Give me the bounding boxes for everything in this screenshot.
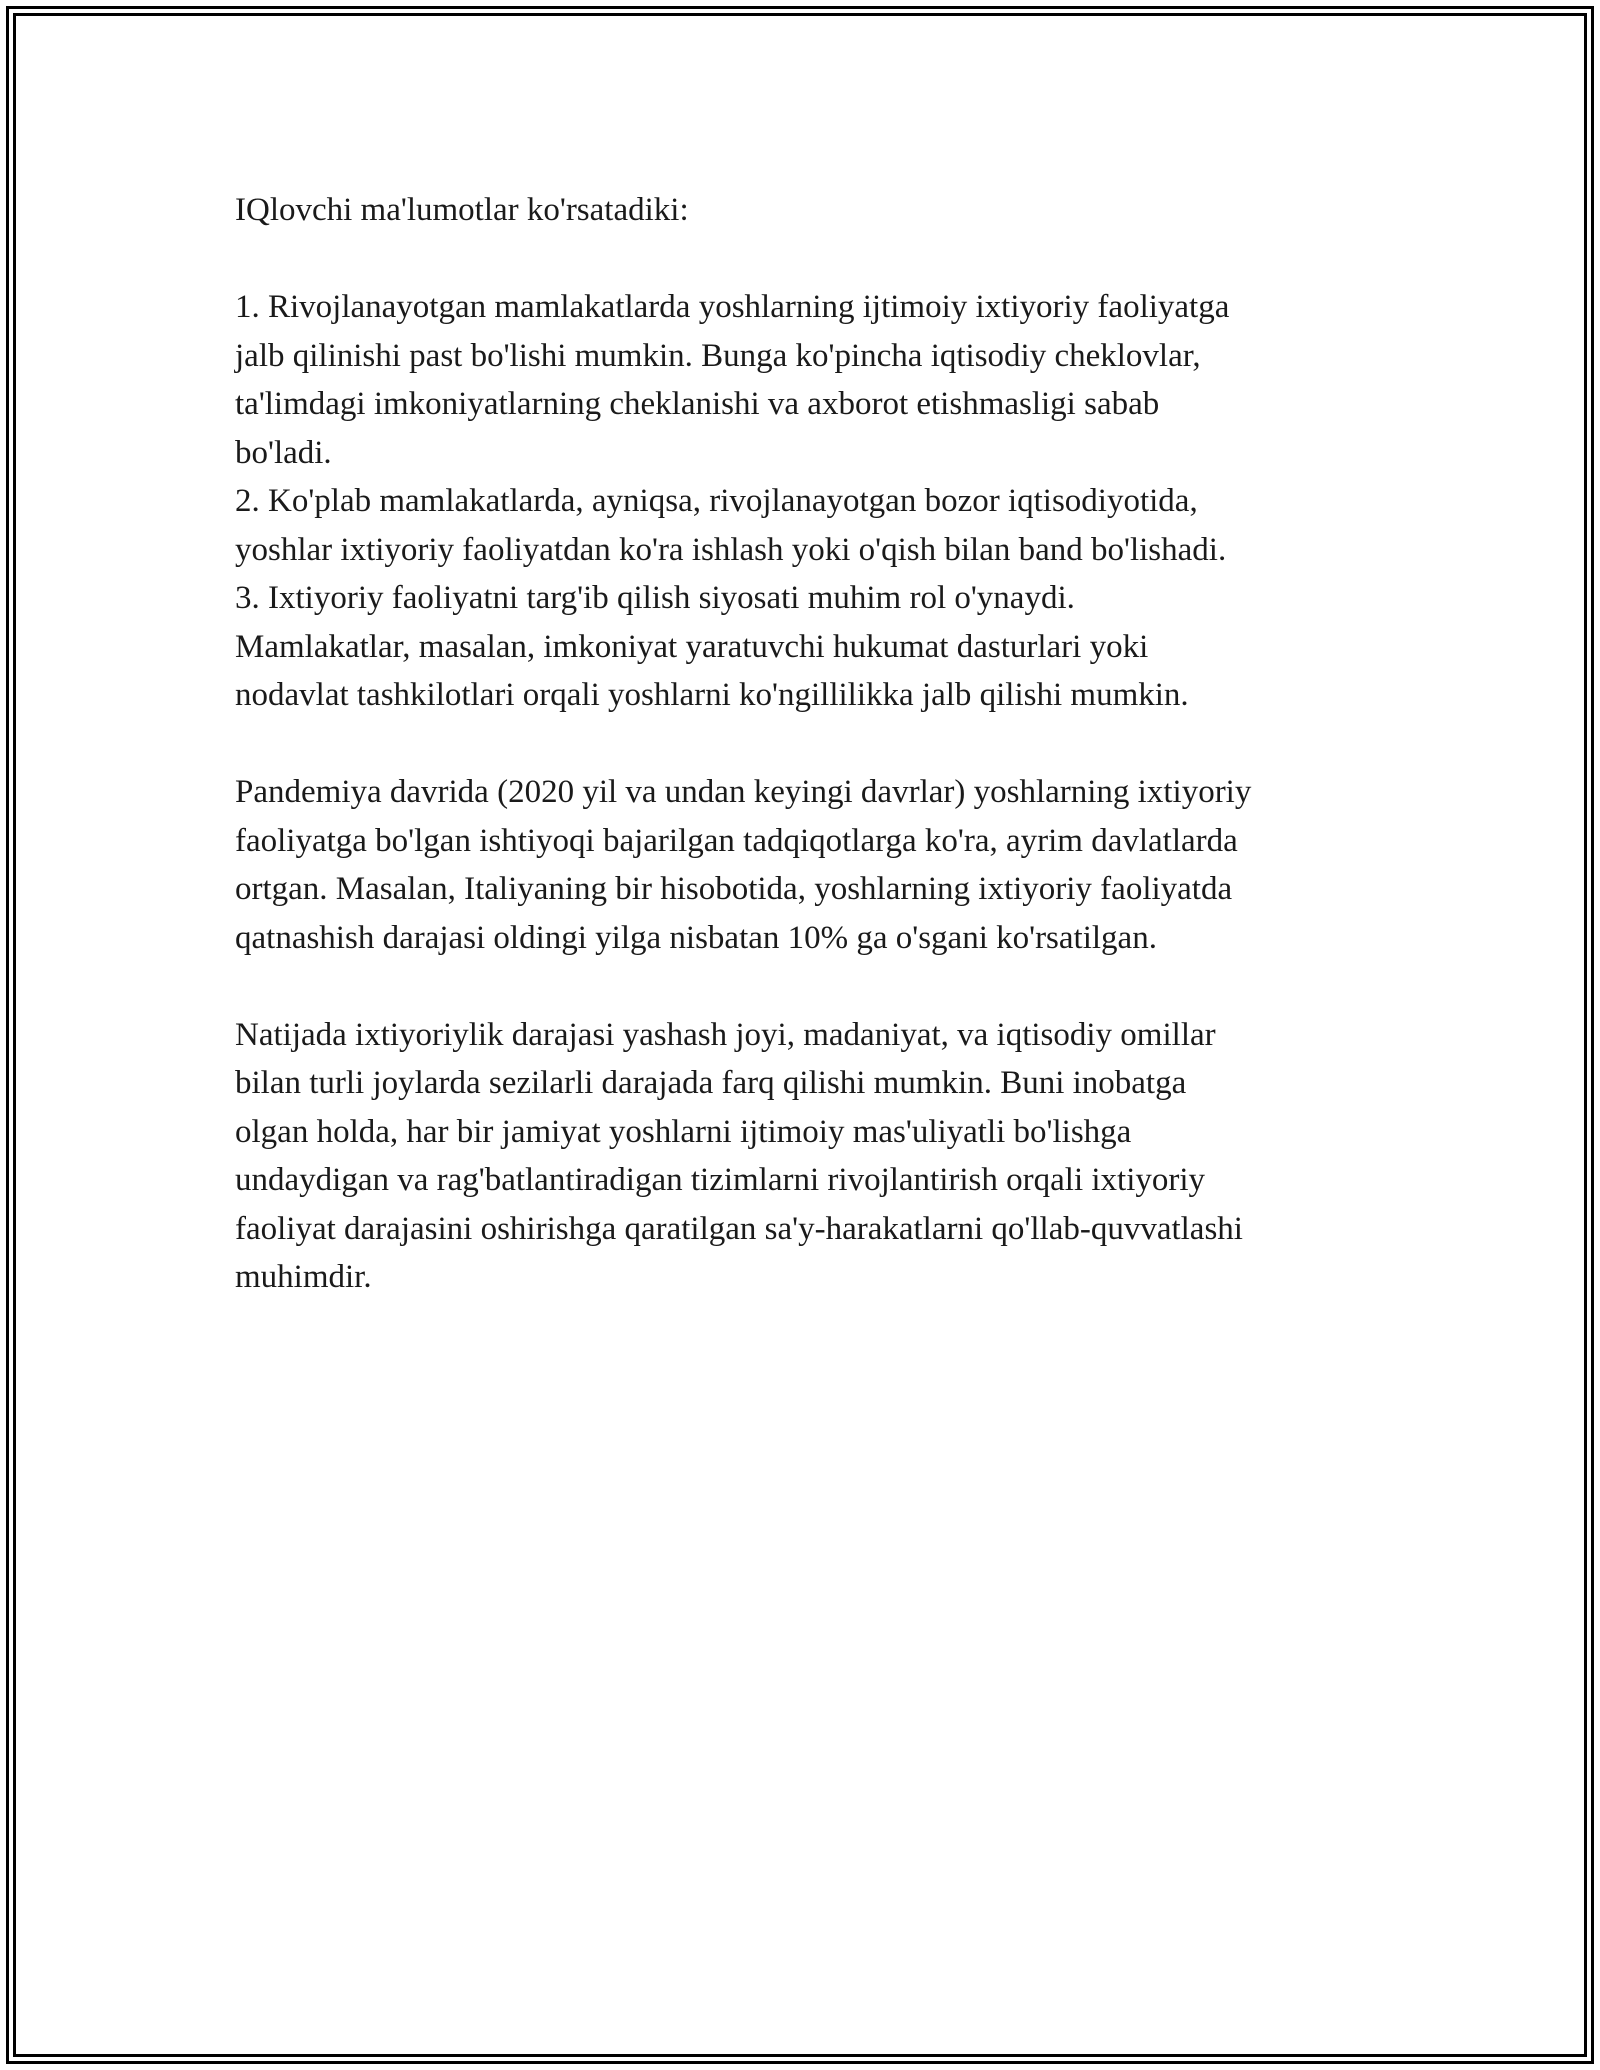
conclusion-line: bilan turli joylarda sezilarli darajada farq qilishi mumkin. Buni inobatga	[235, 1065, 1187, 1101]
pandemic-line: faoliyatga bo'lgan ishtiyoqi bajarilgan tadqiqotlarga ko'ra, ayrim davlatlarda	[235, 822, 1238, 859]
pandemic-line: qatnashish darajasi oldingi yilga nisbatan 10% ga o'sgani ko'rsatilgan.	[235, 919, 1157, 956]
paragraph-gap	[235, 235, 1375, 284]
points-paragraph	[235, 283, 1375, 720]
points-line: yoshlar ixtiyoriy faoliyatdan ko'ra ishlash yoki o'qish bilan band bo'lishadi.	[235, 531, 1227, 568]
points-line: Mamlakatlar, masalan, imkoniyat yaratuvchi hukumat dasturlari yoki	[235, 628, 1149, 665]
points-line: nodavlat tashkilotlari orqali yoshlarni ko'ngillilikka jalb qilishi mumkin.	[235, 677, 1189, 713]
paragraph-gap	[235, 720, 1375, 769]
conclusion-line: Natijada ixtiyoriylik darajasi yashash joyi, madaniyat, va iqtisodiy omillar	[235, 1016, 1216, 1053]
pandemic-line: Pandemiya davrida (2020 yil va undan keyingi davrlar) yoshlarning ixtiyoriy	[235, 774, 1252, 810]
conclusion-line: faoliyat darajasini oshirishga qaratilgan sa'y-harakatlarni qo'llab-quvvatlashi	[235, 1210, 1243, 1247]
document-heading: IQlovchi ma'lumotlar ko'rsatadiki:	[235, 192, 689, 228]
conclusion-line: olgan holda, har bir jamiyat yoshlarni ijtimoiy mas'uliyatli bo'lishga	[235, 1113, 1132, 1150]
paragraph-gap	[235, 962, 1375, 1011]
points-line: 1. Rivojlanayotgan mamlakatlarda yoshlarning ijtimoiy ixtiyoriy faoliyatga	[235, 289, 1230, 325]
conclusion-paragraph	[235, 1011, 1375, 1302]
points-line: bo'ladi.	[235, 434, 332, 471]
document-body	[235, 186, 1375, 1302]
conclusion-line: undaydigan va rag'batlantiradigan tizimlarni rivojlantirish orqali ixtiyoriy	[235, 1162, 1206, 1198]
points-line: ta'limdagi imkoniyatlarning cheklanishi va axborot etishmasligi sabab	[235, 386, 1160, 422]
points-line: 3. Ixtiyoriy faoliyatni targ'ib qilish siyosati muhim rol o'ynaydi.	[235, 580, 1075, 616]
points-line: 2. Ko'plab mamlakatlarda, ayniqsa, rivojlanayotgan bozor iqtisodiyotida,	[235, 483, 1198, 519]
pandemic-paragraph	[235, 768, 1375, 962]
conclusion-line: muhimdir.	[235, 1259, 372, 1295]
pandemic-line: ortgan. Masalan, Italiyaning bir hisobotida, yoshlarning ixtiyoriy faoliyatda	[235, 871, 1233, 907]
points-line: jalb qilinishi past bo'lishi mumkin. Bunga ko'pincha iqtisodiy cheklovlar,	[235, 337, 1201, 374]
